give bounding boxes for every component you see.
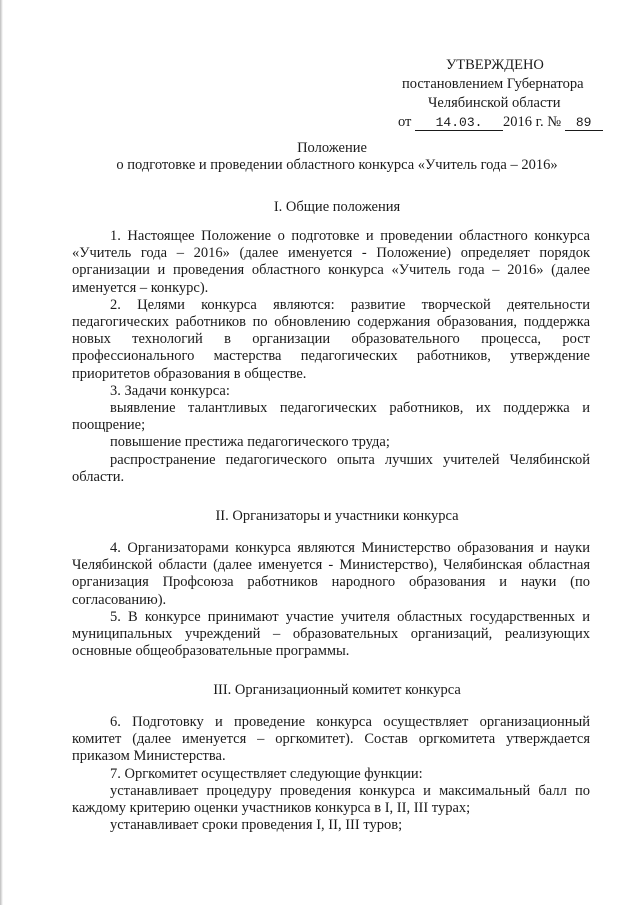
paragraph: 3. Задачи конкурса: xyxy=(110,382,230,399)
scan-edge-shadow xyxy=(0,0,3,905)
paragraph: устанавливает сроки проведения I, II, III туров; xyxy=(110,817,403,834)
section-2-body xyxy=(72,540,590,660)
approval-number-field: 89 xyxy=(565,115,603,131)
approval-region: Челябинской области xyxy=(428,95,561,111)
paragraph: повышение престижа педагогического труда; xyxy=(110,434,390,451)
document-title-line2: о подготовке и проведении областного конкурса «Учитель года – 2016» xyxy=(116,157,558,173)
paragraph: устанавливает процедуру проведения конкурса и максимальный балл по каждому критерию оценки участников конкурса в I, II, III турах; xyxy=(72,782,590,817)
paragraph: 7. Оргкомитет осуществляет следующие функции: xyxy=(110,765,423,782)
approval-stamp-block xyxy=(398,56,618,132)
section-3-body xyxy=(72,714,590,834)
paragraph: 6. Подготовку и проведение конкурса осуществляет организационный комитет (далее именуется – оргкомитет). Состав оргкомитета утверждается приказом Министерства. xyxy=(72,714,590,765)
section-heading-1: I. Общие положения xyxy=(273,199,401,215)
approval-resolution: постановлением Губернатора xyxy=(402,76,584,92)
approval-title: УТВЕРЖДЕНО xyxy=(446,57,544,73)
section-1-body xyxy=(72,228,590,486)
paragraph: 4. Организаторами конкурса являются Министерство образования и науки Челябинской области (далее именуется - Министерство), Челябинская областная организация Профсоюза работников народного образования и науки (по согласованию). xyxy=(72,540,590,608)
approval-date-prefix: от xyxy=(398,114,412,130)
approval-date-suffix: 2016 г. № xyxy=(503,114,562,130)
paragraph: выявление талантливых педагогических работников, их поддержка и поощрение; xyxy=(72,400,590,434)
paragraph: 1. Настоящее Положение о подготовке и проведении областного конкурса «Учитель года – 2016» (далее именуется - Положение) определяет порядок организации и проведения областного конкурса «Учитель года – 2016» (далее именуется – конкурс). xyxy=(72,228,590,296)
paragraph: 2. Целями конкурса являются: развитие творческой деятельности педагогических работников по обновлению содержания образования, поддержка новых технологий в организации образовательного процесса, рост профессионального мастерства педагогических работников, утверждение приоритетов образования в обществе. xyxy=(72,296,590,382)
paragraph: 5. В конкурсе принимают участие учителя областных государственных и муниципальных учреждений – образовательных организаций, реализующих основные общеобразовательные программы. xyxy=(72,608,590,660)
approval-date-line xyxy=(398,113,618,132)
document-title xyxy=(72,140,592,174)
document-title-line1: Положение xyxy=(297,140,367,156)
approval-date-field: 14.03. xyxy=(415,115,503,131)
paragraph: распространение педагогического опыта лучших учителей Челябинской области. xyxy=(72,451,590,485)
section-heading-3: III. Организационный комитет конкурса xyxy=(213,682,461,698)
section-heading-2: II. Организаторы и участники конкурса xyxy=(215,508,459,524)
